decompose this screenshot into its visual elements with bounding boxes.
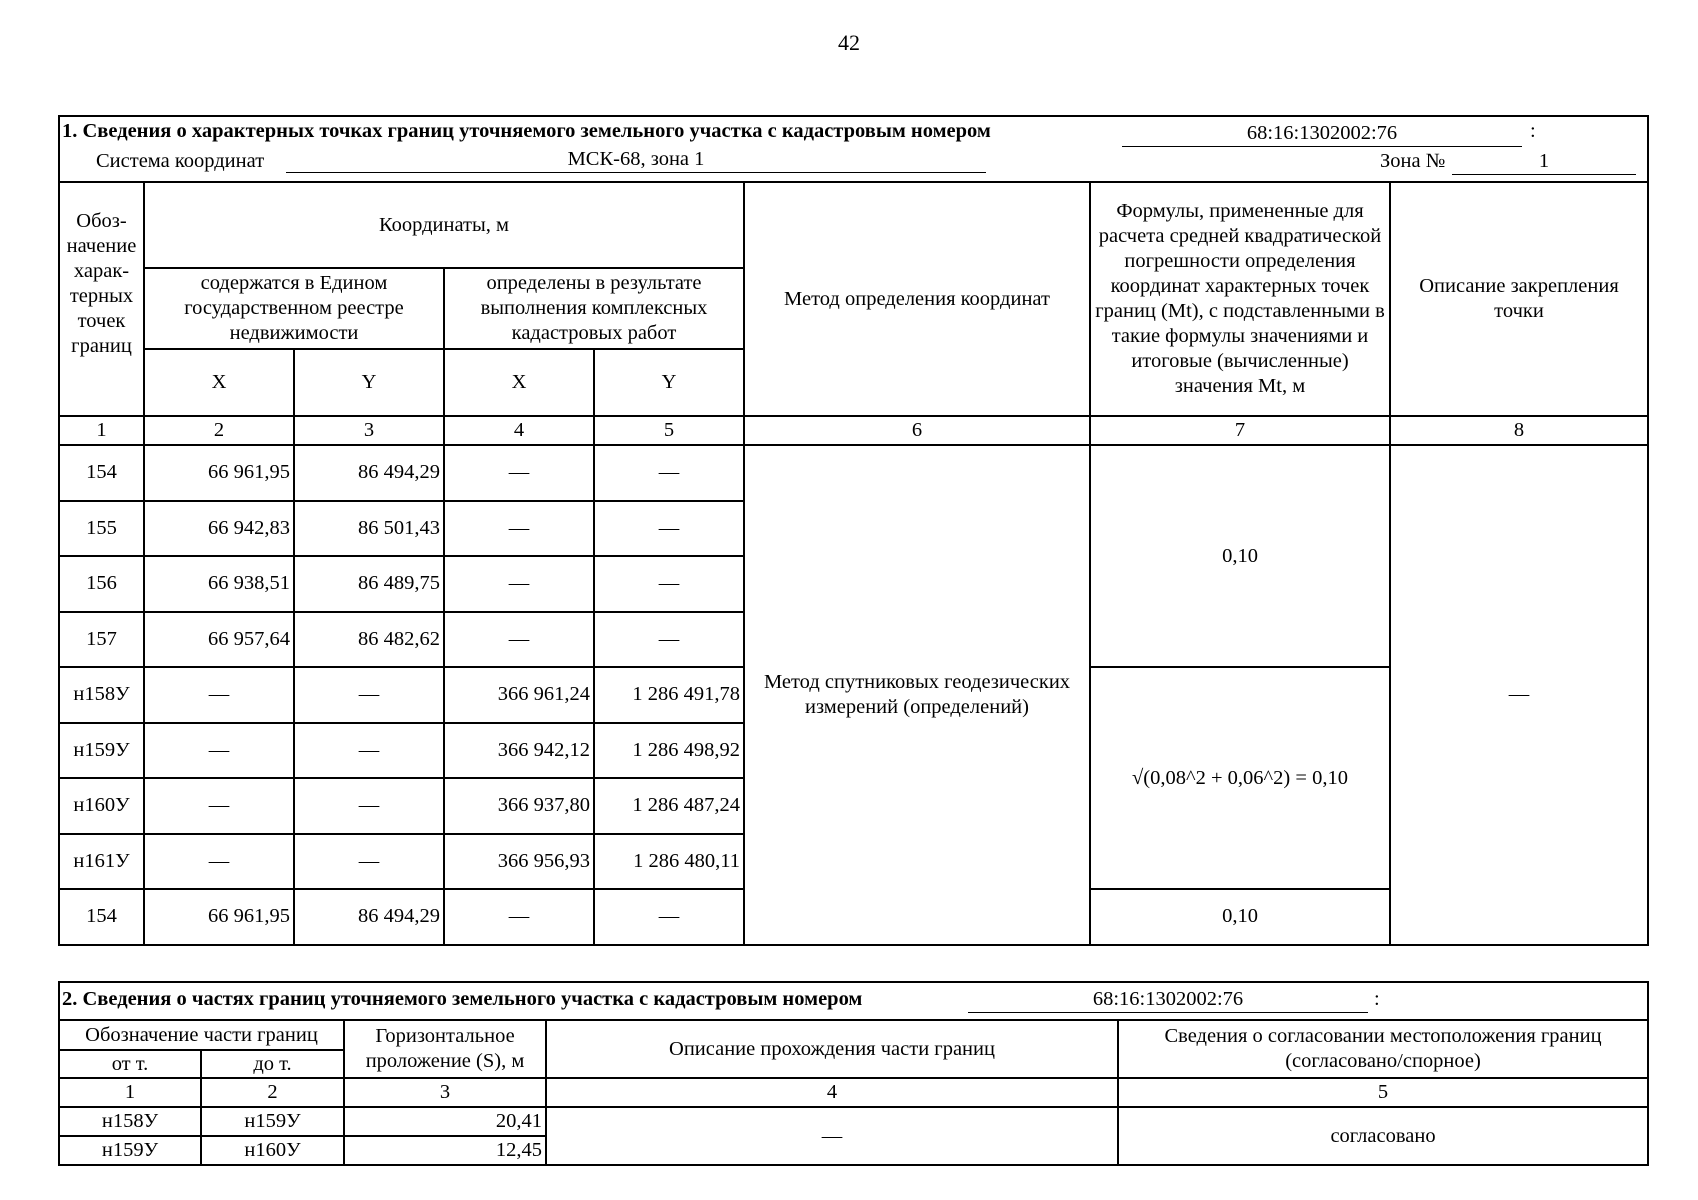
column-numbers-row	[59, 416, 1648, 445]
col-number: 6	[744, 416, 1090, 445]
point-name: н159У	[59, 723, 144, 779]
zone-label: Зона №	[1380, 150, 1446, 172]
part-from: н158У	[59, 1107, 201, 1136]
section1-cadastral-number: 68:16:1302002:76	[1122, 121, 1522, 147]
y-ckr: —	[594, 612, 744, 668]
part-from: н159У	[59, 1136, 201, 1165]
section1-header	[59, 116, 1648, 182]
column-numbers-row	[59, 1078, 1648, 1107]
part-to: н159У	[201, 1107, 344, 1136]
y-egrn: —	[294, 834, 444, 890]
header-part-designation: Обозначение части границ	[59, 1020, 344, 1050]
zone-value: 1	[1452, 149, 1636, 175]
section1-colon: :	[1530, 120, 1536, 142]
section1-title: 1. Сведения о характерных точках границ уточняемого земельного участка с кадастровым номером	[62, 120, 991, 142]
x-egrn: 66 961,95	[144, 889, 294, 945]
horizontal-distance: 20,41	[344, 1107, 546, 1136]
y-ckr: —	[594, 556, 744, 612]
col-number: 5	[1118, 1078, 1648, 1107]
col-number: 4	[546, 1078, 1118, 1107]
x-egrn: —	[144, 723, 294, 779]
point-name: н161У	[59, 834, 144, 890]
header-x1: X	[144, 349, 294, 416]
col-number: 1	[59, 416, 144, 445]
header-designation-text: Обоз- начение харак- терных точек границ	[66, 210, 137, 357]
header-coordinates: Координаты, м	[144, 182, 744, 268]
point-name: н160У	[59, 778, 144, 834]
section1-header-row	[59, 116, 1648, 182]
col-number: 1	[59, 1078, 201, 1107]
x-egrn: —	[144, 778, 294, 834]
x-egrn: —	[144, 834, 294, 890]
col-number: 5	[594, 416, 744, 445]
mt-group-2: √(0,08^2 + 0,06^2) = 0,10	[1090, 667, 1390, 889]
x-ckr: —	[444, 556, 594, 612]
x-ckr: —	[444, 612, 594, 668]
header-egrn: содержатся в Едином государственном реестре недвижимости	[144, 268, 444, 349]
section2-header-row	[59, 982, 1648, 1020]
coord-system-value: МСК-68, зона 1	[286, 147, 986, 173]
x-egrn: —	[144, 667, 294, 723]
y-ckr: 1 286 491,78	[594, 667, 744, 723]
x-egrn: 66 957,64	[144, 612, 294, 668]
header-method: Метод определения координат	[744, 182, 1090, 416]
point-name: 155	[59, 501, 144, 557]
horizontal-distance: 12,45	[344, 1136, 546, 1165]
header-to: до т.	[201, 1050, 344, 1078]
header-y1: Y	[294, 349, 444, 416]
x-ckr: 366 942,12	[444, 723, 594, 779]
point-name: 154	[59, 889, 144, 945]
section2-cadastral-number: 68:16:1302002:76	[968, 987, 1368, 1013]
section2-title: 2. Сведения о частях границ уточняемого земельного участка с кадастровым номером	[62, 988, 863, 1010]
y-egrn: 86 489,75	[294, 556, 444, 612]
header-fixing: Описание закрепления точки	[1390, 182, 1648, 416]
x-ckr: 366 956,93	[444, 834, 594, 890]
header-horizontal: Горизонтальное проложение (S), м	[344, 1020, 546, 1078]
y-egrn: —	[294, 778, 444, 834]
x-egrn: 66 942,83	[144, 501, 294, 557]
x-ckr: —	[444, 501, 594, 557]
col-number: 8	[1390, 416, 1648, 445]
header-formulas: Формулы, примененные для расчета средней квадратической погрешности определения координат характерных точек границ (Mt), с подставленными в такие формулы значениями и итоговые (вычисленные) значения Mt, м	[1090, 182, 1390, 416]
col-number: 3	[294, 416, 444, 445]
y-egrn: 86 494,29	[294, 889, 444, 945]
header-designation	[59, 182, 144, 416]
points-table	[58, 115, 1649, 946]
x-ckr: 366 961,24	[444, 667, 594, 723]
y-egrn: 86 494,29	[294, 445, 444, 501]
y-ckr: 1 286 498,92	[594, 723, 744, 779]
description-value: —	[546, 1107, 1118, 1165]
part-to: н160У	[201, 1136, 344, 1165]
point-name: 157	[59, 612, 144, 668]
y-ckr: —	[594, 501, 744, 557]
x-ckr: 366 937,80	[444, 778, 594, 834]
mt-group-3: 0,10	[1090, 889, 1390, 945]
fixing-value: —	[1390, 445, 1648, 945]
section2-colon: :	[1374, 988, 1380, 1010]
y-egrn: —	[294, 667, 444, 723]
y-ckr: —	[594, 889, 744, 945]
header-description: Описание прохождения части границ	[546, 1020, 1118, 1078]
col-number: 7	[1090, 416, 1390, 445]
y-ckr: 1 286 487,24	[594, 778, 744, 834]
x-egrn: 66 961,95	[144, 445, 294, 501]
x-ckr: —	[444, 445, 594, 501]
y-ckr: —	[594, 445, 744, 501]
col-number: 2	[144, 416, 294, 445]
agreement-value: согласовано	[1118, 1107, 1648, 1165]
col-number: 4	[444, 416, 594, 445]
header-ckr: определены в результате выполнения комплексных кадастровых работ	[444, 268, 744, 349]
y-ckr: 1 286 480,11	[594, 834, 744, 890]
header-y2: Y	[594, 349, 744, 416]
point-name: 156	[59, 556, 144, 612]
table-row	[59, 445, 1648, 501]
coord-system-label: Система координат	[96, 150, 265, 172]
header-from: от т.	[59, 1050, 201, 1078]
point-name: 154	[59, 445, 144, 501]
table-row	[59, 1107, 1648, 1136]
section2-header	[59, 982, 1648, 1020]
y-egrn: 86 482,62	[294, 612, 444, 668]
mt-group-1: 0,10	[1090, 445, 1390, 667]
col-number: 2	[201, 1078, 344, 1107]
col-number: 3	[344, 1078, 546, 1107]
x-ckr: —	[444, 889, 594, 945]
y-egrn: 86 501,43	[294, 501, 444, 557]
y-egrn: —	[294, 723, 444, 779]
method-value: Метод спутниковых геодезических измерений (определений)	[744, 445, 1090, 945]
x-egrn: 66 938,51	[144, 556, 294, 612]
boundary-parts-table	[58, 981, 1649, 1166]
header-agreement: Сведения о согласовании местоположения границ (согласовано/спорное)	[1118, 1020, 1648, 1078]
page-number: 42	[838, 30, 860, 55]
point-name: н158У	[59, 667, 144, 723]
header-x2: X	[444, 349, 594, 416]
